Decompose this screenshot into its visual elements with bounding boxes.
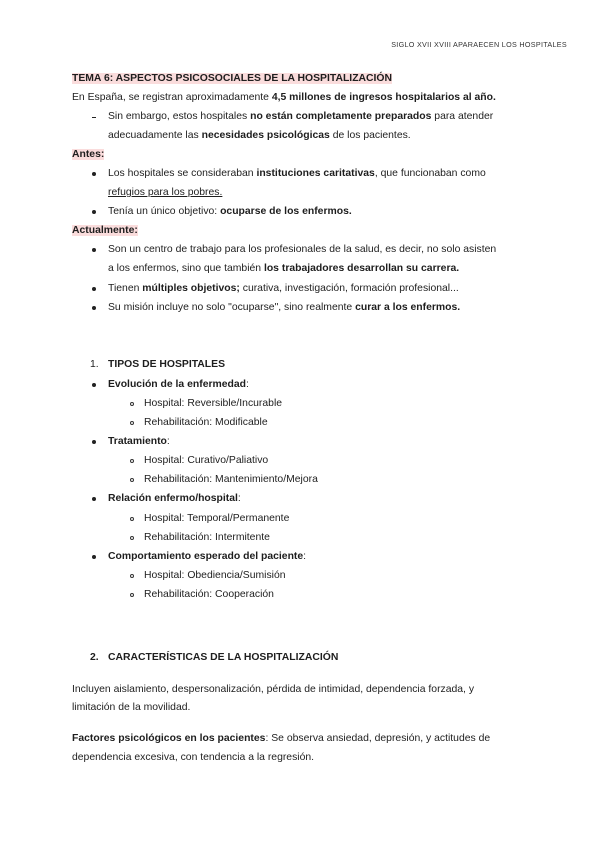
section2-heading: CARACTERÍSTICAS DE LA HOSPITALIZACIÓN: [108, 652, 339, 663]
group-label: [108, 435, 170, 449]
dash-marker: [92, 117, 96, 118]
bold-text: necesidades psicológicas: [201, 130, 330, 141]
antes-item1-line1: [108, 167, 486, 181]
bullet-marker: [92, 440, 96, 444]
group-label: [108, 550, 306, 564]
text: Los hospitales se consideraban: [108, 168, 257, 179]
text: : Se observa ansiedad, depresión, y actitudes de: [265, 733, 491, 744]
section2-para2-line1: [72, 732, 490, 746]
sub-item: Rehabilitación: Intermitente: [144, 532, 270, 543]
text: de los pacientes.: [329, 130, 411, 141]
colon: :: [303, 551, 307, 562]
section2-number: 2.: [90, 652, 99, 663]
text: adecuadamente las: [108, 130, 202, 141]
colon: :: [246, 379, 249, 390]
bold-text: Comportamiento esperado del paciente: [108, 551, 304, 562]
actualmente-item1-line2: [108, 262, 459, 276]
actualmente-item3: [108, 301, 460, 315]
bold-text: Tratamiento: [108, 436, 167, 447]
section1-heading: TIPOS DE HOSPITALES: [108, 359, 226, 370]
group-label: [108, 492, 241, 506]
bullet-marker: [92, 383, 96, 387]
text: Su misión incluye no solo "ocuparse", sino realmente: [108, 302, 356, 313]
antes-item2: [108, 205, 352, 219]
section2-para2-line2: dependencia excesiva, con tendencia a la regresión.: [72, 752, 315, 763]
bold-text: curar a los enfermos.: [355, 302, 461, 313]
intro-text: En España, se registran aproximadamente: [72, 92, 272, 103]
circle-marker: [130, 459, 134, 463]
actualmente-label: [72, 224, 138, 238]
section1-number: 1.: [90, 359, 99, 370]
bold-text: no están completamente preparados: [250, 111, 432, 122]
group-label: [108, 378, 249, 392]
actualmente-highlight: Actualmente:: [72, 225, 138, 236]
underlined-text: refugios para los pobres.: [108, 187, 223, 198]
sub-item: Hospital: Obediencia/Sumisión: [144, 570, 286, 581]
actualmente-item2: [108, 282, 459, 296]
colon: :: [237, 493, 241, 504]
section2-para1-line2: limitación de la movilidad.: [72, 702, 191, 713]
bold-text: Factores psicológicos en los pacientes: [72, 733, 266, 744]
bullet-marker: [92, 210, 96, 214]
colon: :: [166, 436, 170, 447]
bold-text: instituciones caritativas: [256, 168, 375, 179]
bullet-marker: [92, 306, 96, 310]
running-header: SIGLO XVII XVIII APARAECEN LOS HOSPITALES: [391, 40, 567, 49]
intro-paragraph: [72, 91, 496, 105]
sub-item: Rehabilitación: Modificable: [144, 417, 268, 428]
page-title: [72, 72, 392, 86]
intro-bold: 4,5 millones de ingresos hospitalarios al año.: [271, 92, 496, 103]
bullet-marker: [92, 248, 96, 252]
circle-marker: [130, 593, 134, 597]
bullet-marker: [92, 555, 96, 559]
dash-item-line2: [108, 129, 411, 143]
section2-para1-line1: Incluyen aislamiento, despersonalización, pérdida de intimidad, dependencia forzada, y: [72, 684, 475, 695]
text: , que funcionaban como: [374, 168, 486, 179]
bold-text: Evolución de la enfermedad: [108, 379, 247, 390]
circle-marker: [130, 536, 134, 540]
text: Sin embargo, estos hospitales: [108, 111, 251, 122]
circle-marker: [130, 478, 134, 482]
circle-marker: [130, 574, 134, 578]
antes-item1-line2: [108, 186, 222, 200]
text: curativa, investigación, formación profesional...: [239, 283, 459, 294]
bullet-marker: [92, 172, 96, 176]
bold-text: ocuparse de los enfermos.: [220, 206, 352, 217]
text: Tenía un único objetivo:: [108, 206, 221, 217]
sub-item: Hospital: Curativo/Paliativo: [144, 455, 269, 466]
sub-item: Rehabilitación: Cooperación: [144, 589, 274, 600]
bullet-marker: [92, 287, 96, 291]
dash-item-line1: [108, 110, 493, 124]
sub-item: Hospital: Temporal/Permanente: [144, 513, 290, 524]
text: a los enfermos, sino que también: [108, 263, 264, 274]
antes-label: [72, 148, 104, 162]
circle-marker: [130, 402, 134, 406]
bold-text: los trabajadores desarrollan su carrera.: [263, 263, 460, 274]
bold-text: múltiples objetivos;: [142, 283, 240, 294]
title-highlight: TEMA 6: ASPECTOS PSICOSOCIALES DE LA HOSPITALIZACIÓN: [72, 73, 393, 84]
sub-item: Rehabilitación: Mantenimiento/Mejora: [144, 474, 318, 485]
sub-item: Hospital: Reversible/Incurable: [144, 398, 283, 409]
circle-marker: [130, 421, 134, 425]
actualmente-item1-line1: Son un centro de trabajo para los profesionales de la salud, es decir, no solo asisten: [108, 244, 497, 255]
text: para atender: [431, 111, 494, 122]
bullet-marker: [92, 497, 96, 501]
antes-highlight: Antes:: [72, 149, 105, 160]
text: Tienen: [108, 283, 143, 294]
circle-marker: [130, 517, 134, 521]
bold-text: Relación enfermo/hospital: [108, 493, 238, 504]
